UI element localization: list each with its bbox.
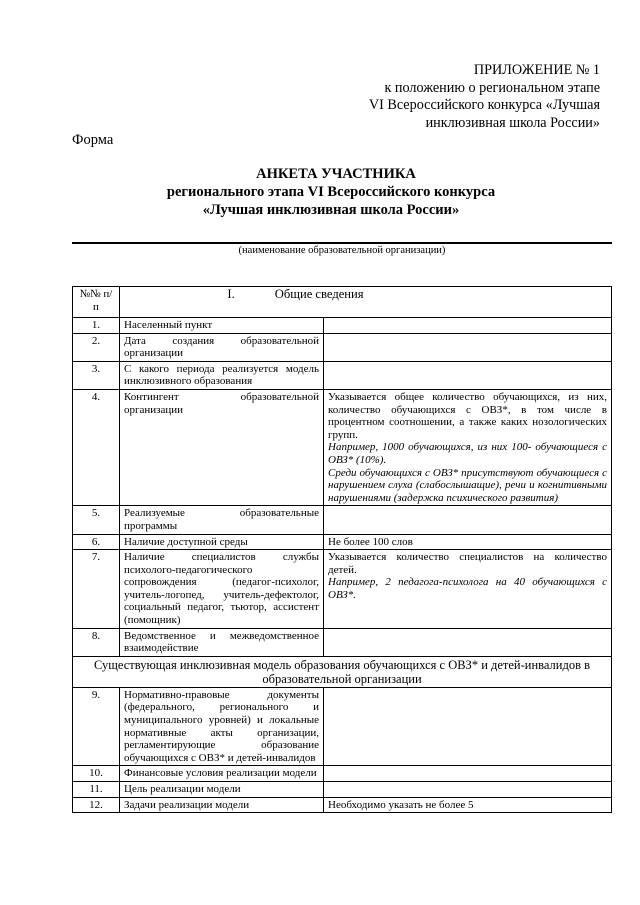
row-number: 3. bbox=[73, 361, 120, 389]
section-header bbox=[120, 287, 612, 318]
row-label: Контингент образовательной организации bbox=[120, 389, 324, 505]
appendix-line: к положению о региональном этапе bbox=[384, 79, 600, 96]
row-value-field[interactable] bbox=[324, 318, 612, 334]
table-header-row bbox=[73, 287, 612, 318]
section-title: Общие сведения bbox=[274, 287, 364, 301]
table-row bbox=[73, 318, 612, 334]
table-row bbox=[73, 333, 612, 361]
row-value-field[interactable] bbox=[324, 687, 612, 766]
form-label: Форма bbox=[72, 132, 114, 148]
row-label: Реализуемые образовательные программы bbox=[120, 506, 324, 534]
row-value-field[interactable] bbox=[324, 361, 612, 389]
row-label: С какого периода реализуется модель инклюзивного образования bbox=[120, 361, 324, 389]
row-value-example: Среди обучающихся с ОВЗ* присутствуют обучающиеся с нарушением слуха (слабослышащие), речи и когнитивными нарушениями (задержка психического развития) bbox=[328, 466, 607, 504]
row-label: Финансовые условия реализации модели bbox=[120, 766, 324, 782]
row-number: 11. bbox=[73, 782, 120, 798]
appendix-line: инклюзивная школа России» bbox=[425, 114, 600, 131]
table-row bbox=[73, 534, 612, 550]
row-label: Нормативно-правовые документы (федерального, регионального и муниципального уровней) и локальные нормативные акты организации, регламентирующие образование обучающихся с ОВЗ* и детей-инвалидов bbox=[120, 687, 324, 766]
row-number: 5. bbox=[73, 506, 120, 534]
table-row bbox=[73, 361, 612, 389]
row-label: Задачи реализации модели bbox=[120, 797, 324, 813]
questionnaire-table bbox=[72, 286, 612, 813]
table-row bbox=[73, 506, 612, 534]
title-line: «Лучшая инклюзивная школа России» bbox=[202, 202, 460, 218]
appendix-line: VI Всероссийского конкурса «Лучшая bbox=[368, 97, 600, 113]
organization-name-caption: (наименование образовательной организации) bbox=[238, 245, 446, 256]
row-value-field[interactable] bbox=[324, 550, 612, 629]
row-number: 9. bbox=[73, 687, 120, 766]
column-header-number: №№ п/п bbox=[73, 287, 120, 318]
row-label: Наличие специалистов службы психолого-педагогического сопровождения (педагог-психолог, учитель-логопед, учитель-дефектолог, социальный педагог, тьютор, ассистент (помощник) bbox=[120, 550, 324, 629]
section-number: I. bbox=[227, 287, 235, 301]
table-row bbox=[73, 389, 612, 505]
table-row bbox=[73, 766, 612, 782]
row-value-text: Указывается общее количество обучающихся, из них, количество обучающихся с ОВЗ*, в том числе в процентном соотношении, а также каких нозологических групп. bbox=[328, 390, 607, 441]
row-number: 4. bbox=[73, 389, 120, 505]
appendix-title: ПРИЛОЖЕНИЕ № 1 bbox=[473, 62, 600, 78]
row-number: 6. bbox=[73, 534, 120, 550]
table-row bbox=[73, 550, 612, 629]
organization-name-field[interactable] bbox=[72, 242, 612, 244]
title-line: АНКЕТА УЧАСТНИКА bbox=[256, 166, 416, 182]
row-label: Ведомственное и межведомственное взаимодействие bbox=[120, 628, 324, 656]
section-title: Существующая инклюзивная модель образования обучающихся с ОВЗ* и детей-инвалидов в образовательной организации bbox=[73, 656, 612, 687]
section-header-row bbox=[73, 656, 612, 687]
row-number: 8. bbox=[73, 628, 120, 656]
table-row bbox=[73, 687, 612, 766]
row-number: 7. bbox=[73, 550, 120, 629]
row-number: 10. bbox=[73, 766, 120, 782]
row-number: 2. bbox=[73, 333, 120, 361]
row-value-field[interactable] bbox=[324, 506, 612, 534]
row-value-field[interactable]: Необходимо указать не более 5 bbox=[324, 797, 612, 813]
row-value-field[interactable] bbox=[324, 766, 612, 782]
row-number: 12. bbox=[73, 797, 120, 813]
row-value-field[interactable] bbox=[324, 628, 612, 656]
row-value-field[interactable] bbox=[324, 782, 612, 798]
table-row bbox=[73, 628, 612, 656]
row-number: 1. bbox=[73, 318, 120, 334]
table-row bbox=[73, 782, 612, 798]
row-value-field[interactable]: Не более 100 слов bbox=[324, 534, 612, 550]
row-value-example: Например, 1000 обучающихся, из них 100- обучающиеся с ОВЗ* (10%). bbox=[328, 441, 607, 466]
table-row bbox=[73, 797, 612, 813]
title-line: регионального этапа VI Всероссийского конкурса bbox=[166, 184, 496, 200]
row-value-field[interactable] bbox=[324, 389, 612, 505]
row-value-field[interactable] bbox=[324, 333, 612, 361]
row-label: Населенный пункт bbox=[120, 318, 324, 334]
row-label: Цель реализации модели bbox=[120, 782, 324, 798]
row-value-example: Например, 2 педагога-психолога на 40 обучающихся с ОВЗ*. bbox=[328, 576, 607, 601]
row-value-text: Указывается количество специалистов на количество детей. bbox=[328, 551, 607, 576]
document-title bbox=[0, 165, 640, 219]
appendix-block bbox=[300, 62, 600, 132]
row-label: Наличие доступной среды bbox=[120, 534, 324, 550]
row-label: Дата создания образовательной организации bbox=[120, 333, 324, 361]
